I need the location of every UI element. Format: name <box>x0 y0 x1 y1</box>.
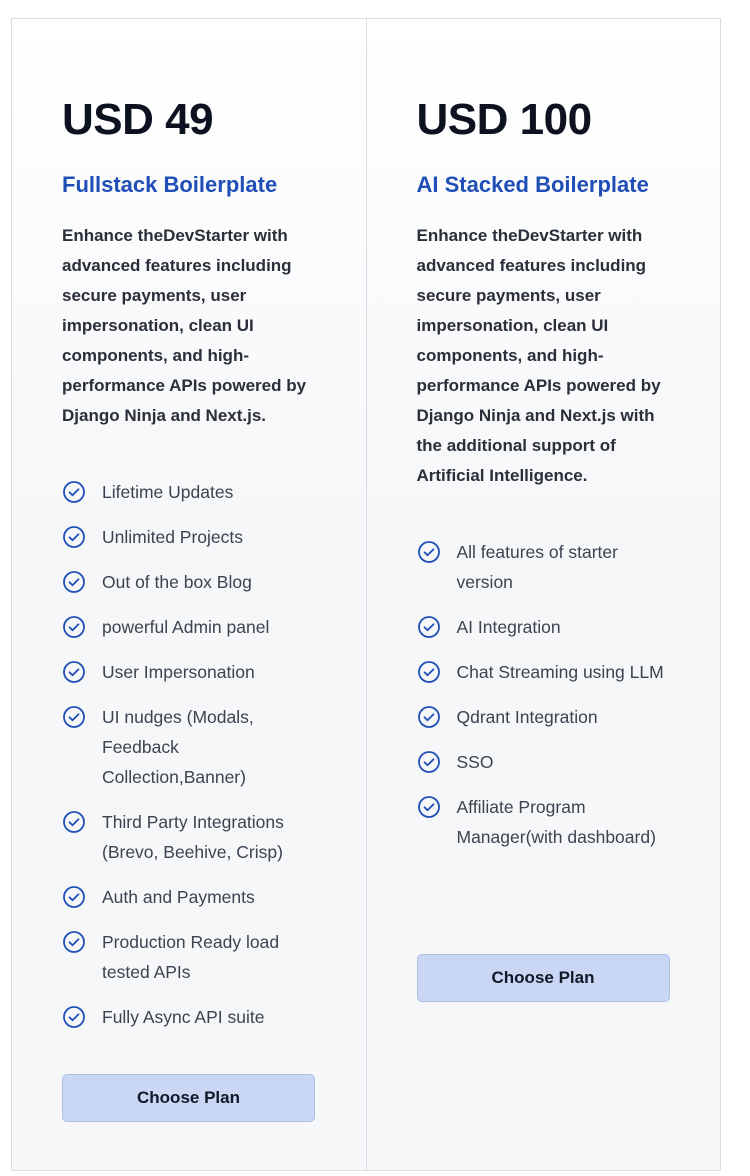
feature-label: All features of starter version <box>456 542 618 592</box>
pricing-card-fullstack <box>12 19 367 1170</box>
feature-label: SSO <box>456 752 494 772</box>
choose-plan-button[interactable]: Choose Plan <box>62 1074 315 1122</box>
feature-label: Auth and Payments <box>102 887 255 907</box>
check-circle-icon <box>62 705 86 729</box>
feature-item <box>62 927 342 987</box>
feature-item <box>417 702 697 732</box>
plan-description: Enhance theDevStarter with advanced features including secure payments, user impersonation, clean UI components, and high-performance APIs powered by Django Ninja and Next.js with the additional support of Artificial Intelligence. <box>416 226 661 485</box>
feature-item <box>62 522 342 552</box>
feature-label: Qdrant Integration <box>456 707 598 727</box>
check-circle-icon <box>62 810 86 834</box>
feature-item <box>417 657 697 687</box>
pricing-section <box>11 18 721 1171</box>
feature-label: Production Ready load tested APIs <box>102 932 280 982</box>
feature-label: Out of the box Blog <box>102 572 252 592</box>
feature-item <box>62 882 342 912</box>
check-circle-icon <box>62 885 86 909</box>
plan-price: USD 100 <box>416 95 592 144</box>
feature-item <box>62 807 342 867</box>
check-circle-icon <box>417 540 441 564</box>
pricing-card-ai-stacked <box>367 19 722 1170</box>
check-circle-icon <box>62 570 86 594</box>
check-circle-icon <box>417 705 441 729</box>
feature-item <box>62 657 342 687</box>
check-circle-icon <box>417 660 441 684</box>
feature-item <box>417 747 697 777</box>
check-circle-icon <box>417 615 441 639</box>
feature-item <box>62 612 342 642</box>
feature-label: Fully Async API suite <box>102 1007 265 1027</box>
feature-item <box>62 477 342 507</box>
plan-name: Fullstack Boilerplate <box>62 172 278 197</box>
feature-item <box>62 567 342 597</box>
feature-label: powerful Admin panel <box>102 617 270 637</box>
feature-label: Unlimited Projects <box>102 527 244 547</box>
feature-label: Lifetime Updates <box>102 482 234 502</box>
check-circle-icon <box>417 750 441 774</box>
plan-description: Enhance theDevStarter with advanced features including secure payments, user impersonation, clean UI components, and high-performance APIs powered by Django Ninja and Next.js. <box>62 226 307 425</box>
feature-list <box>62 477 342 1032</box>
feature-label: User Impersonation <box>102 662 255 682</box>
feature-item <box>417 537 697 597</box>
feature-item <box>417 792 697 852</box>
choose-plan-button[interactable]: Choose Plan <box>417 954 670 1002</box>
check-circle-icon <box>62 1005 86 1029</box>
feature-label: Affiliate Program Manager(with dashboard) <box>456 797 656 847</box>
feature-item <box>417 612 697 642</box>
feature-label: UI nudges (Modals, Feedback Collection,Banner) <box>102 707 254 787</box>
check-circle-icon <box>62 615 86 639</box>
check-circle-icon <box>62 660 86 684</box>
feature-item <box>62 702 342 792</box>
check-circle-icon <box>417 795 441 819</box>
feature-label: AI Integration <box>456 617 561 637</box>
feature-item <box>62 1002 342 1032</box>
check-circle-icon <box>62 525 86 549</box>
plan-name: AI Stacked Boilerplate <box>416 172 649 197</box>
feature-label: Chat Streaming using LLM <box>456 662 664 682</box>
plan-price: USD 49 <box>62 95 214 144</box>
feature-label: Third Party Integrations (Brevo, Beehive, Crisp) <box>102 812 284 862</box>
check-circle-icon <box>62 930 86 954</box>
check-circle-icon <box>62 480 86 504</box>
feature-list <box>417 537 697 852</box>
